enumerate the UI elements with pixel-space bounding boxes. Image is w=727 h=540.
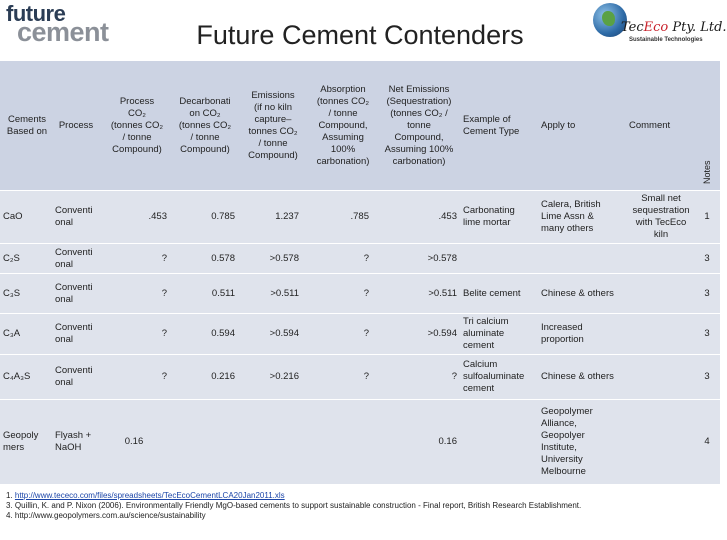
cell-comment-line: Small net	[641, 193, 681, 204]
cell-net-line: >0.594	[427, 328, 457, 339]
cell-note-line: 4	[704, 436, 710, 447]
tececo-logo	[593, 3, 727, 55]
cell-process-line: Conventi	[55, 365, 93, 376]
table-row	[0, 354, 720, 399]
cell-process	[52, 274, 104, 313]
cell-decarb-line: 0.785	[211, 211, 235, 222]
header-emissions-line: Compound)	[248, 149, 298, 161]
header-net-line: (tonnes CO₂ /	[390, 107, 448, 119]
cell-process-line: Conventi	[55, 322, 93, 333]
cell-emis	[238, 274, 302, 313]
cell-process-line: Flyash +	[55, 430, 92, 441]
cell-absorp-line: ?	[363, 371, 369, 382]
logo-line-2: cement	[17, 17, 109, 47]
cell-emis	[238, 355, 302, 399]
cell-example-line: sulfoaluminate	[463, 371, 525, 382]
footnote-link[interactable]: http://www.tececo.com/files/spreadsheets/TecEcoCementLCA20Jan2011.xls	[14, 491, 285, 500]
header-process-co2-line: / tonne	[122, 131, 152, 143]
cell-process	[52, 314, 104, 354]
header-decarb	[172, 61, 238, 190]
table-row	[0, 313, 720, 354]
cell-cement	[0, 314, 52, 354]
cell-absorp	[302, 274, 372, 313]
header-net-line: carbonation)	[392, 155, 446, 167]
header-process-co2-line: CO₂	[128, 107, 146, 119]
cell-emis-line: >0.578	[269, 252, 299, 264]
cell-comment-line: sequestration	[632, 205, 690, 216]
footnote-number: 4.	[6, 511, 15, 520]
header-cements-line: Based on	[6, 125, 48, 137]
cell-comment	[626, 191, 696, 243]
cell-emis-line: >0.216	[269, 371, 299, 382]
footnotes	[6, 491, 581, 521]
header-decarb-line: on CO₂	[189, 107, 221, 119]
page-title: Future Cement Contenders	[196, 20, 524, 50]
header-example-line: Example of	[463, 113, 511, 125]
cell-absorp-line: ?	[363, 252, 369, 264]
cell-apply-line: Chinese & others	[541, 371, 614, 382]
header-comment	[626, 61, 696, 190]
header-net-line: Assuming 100%	[384, 143, 454, 155]
header-net-line: (Sequestration)	[386, 95, 452, 107]
cell-decarb	[170, 314, 238, 354]
header-emissions-line: capture–	[254, 113, 292, 125]
cell-decarb-line: 0.594	[211, 328, 235, 339]
cell-cement	[0, 400, 52, 484]
cell-note	[696, 400, 718, 484]
header-process-line: Process	[58, 119, 94, 131]
table-row	[0, 243, 720, 273]
cell-note	[696, 191, 718, 243]
header-emissions-line: / tonne	[258, 137, 288, 149]
cell-apply-line: Geopolymer	[541, 406, 593, 417]
header-net-line: Net Emissions	[388, 83, 450, 95]
cell-cement	[0, 191, 52, 243]
cell-net-line: >0.578	[427, 252, 457, 264]
cell-emis	[238, 244, 302, 273]
cell-apply-line: Chinese & others	[541, 287, 614, 299]
header-absorption-line: Compound,	[318, 119, 368, 131]
cell-comment-line: kiln	[653, 229, 669, 240]
header-apply-line: Apply to	[541, 119, 576, 131]
tececo-tagline: Sustainable Technologies	[629, 37, 703, 43]
header-example	[460, 61, 536, 190]
footnote-number: 3.	[6, 501, 15, 510]
cell-apply-line: Melbourne	[541, 466, 586, 477]
cell-pco2	[104, 314, 170, 354]
cell-example	[460, 355, 538, 399]
cell-apply-line: Lime Assn &	[541, 211, 594, 222]
header-notes-label: Notes	[702, 160, 712, 184]
cell-net-line: ?	[451, 371, 457, 382]
logo-line-1: future	[6, 1, 66, 26]
cell-cement	[0, 244, 52, 273]
cell-absorp	[302, 244, 372, 273]
header-net	[378, 61, 460, 190]
header-net-line: tonne	[407, 119, 431, 131]
cell-note-line: 3	[704, 328, 710, 339]
cell-example-line: Calcium	[463, 359, 498, 370]
cell-absorp-line: ?	[363, 328, 369, 339]
cell-example-line: Tri calcium	[463, 316, 509, 327]
cell-process-line: onal	[55, 293, 73, 305]
cell-net	[372, 355, 460, 399]
cell-note-line: 3	[704, 252, 710, 264]
cell-apply-line: many others	[541, 223, 594, 234]
cell-pco2-line: ?	[161, 287, 167, 299]
cell-example-line: aluminate	[463, 328, 505, 339]
cell-example-line: Carbonating	[463, 205, 515, 216]
cell-pco2-line: 0.16	[124, 436, 144, 447]
cell-process-line: Conventi	[55, 281, 93, 293]
cell-process-line: onal	[55, 334, 73, 345]
cell-net	[372, 244, 460, 273]
header-cements	[0, 61, 54, 190]
cell-decarb-line: 0.511	[211, 287, 235, 299]
cell-absorp	[302, 355, 372, 399]
cell-process-line: NaOH	[55, 442, 82, 453]
cell-example-line: lime mortar	[463, 217, 511, 228]
cell-example	[460, 314, 538, 354]
cell-example	[460, 274, 538, 313]
header-absorption-line: 100%	[330, 143, 356, 155]
cell-note	[696, 274, 718, 313]
cell-pco2	[104, 400, 164, 484]
cell-process-line: onal	[55, 377, 73, 388]
cell-emis	[238, 314, 302, 354]
footnote-text: Quillin, K. and P. Nixon (2006). Environmentally Friendly MgO-based cements to support sustainable construction - Final report, British Research Establishment.	[14, 501, 582, 510]
cell-note	[696, 244, 718, 273]
header-process-co2	[100, 61, 174, 190]
cell-pco2-line: .453	[148, 211, 167, 222]
cell-note-line: 3	[704, 287, 710, 299]
cell-process	[52, 400, 104, 484]
header-absorption-line: Assuming	[322, 131, 364, 143]
cell-process-line: Conventi	[55, 246, 93, 258]
cell-absorp	[302, 314, 372, 354]
cell-note-line: 3	[704, 371, 710, 382]
cell-apply-line: Increased	[541, 322, 583, 333]
footnote	[6, 511, 581, 521]
cell-pco2-line: ?	[161, 328, 167, 339]
header-net-line: Compound,	[394, 131, 444, 143]
cell-decarb	[170, 244, 238, 273]
cell-note	[696, 314, 718, 354]
table-header-row	[0, 60, 720, 190]
header-emissions-line: (if no kiln	[253, 101, 292, 113]
cell-example-line: cement	[463, 383, 495, 394]
cell-decarb-line: 0.216	[211, 371, 235, 382]
cell-absorp-line: .785	[350, 211, 369, 222]
cell-apply-line: Geopolyer	[541, 430, 585, 441]
cell-example-line: Belite cement	[463, 287, 521, 299]
cell-pco2	[104, 355, 170, 399]
cell-cement-line: Geopoly mers	[3, 430, 39, 453]
cell-process	[52, 191, 104, 243]
header-process-co2-line: Compound)	[112, 143, 162, 155]
header-emissions-line: Emissions	[251, 89, 295, 101]
cell-cement-line: C₂S	[3, 252, 20, 264]
header-absorption-line: Absorption	[320, 83, 366, 95]
header-comment-line: Comment	[629, 119, 671, 131]
cell-net	[372, 400, 460, 484]
tececo-name: TecEco Pty. Ltd.	[621, 20, 727, 35]
header-absorption-line: / tonne	[328, 107, 358, 119]
cell-process-line: onal	[55, 258, 73, 270]
header-notes	[704, 61, 720, 190]
header-emissions	[238, 61, 308, 190]
cell-emis-line: >0.594	[269, 328, 299, 339]
cell-pco2	[104, 244, 170, 273]
cell-cement-line: C₄A₃S	[3, 371, 31, 382]
cell-cement-line: C₃A	[3, 328, 21, 339]
header-cements-line: Cements	[7, 113, 46, 125]
cell-example-line: cement	[463, 340, 495, 351]
cell-apply	[538, 355, 626, 399]
cell-apply	[538, 274, 626, 313]
header-decarb-line: Decarbonati	[179, 95, 231, 107]
footnote-number: 1.	[6, 491, 15, 500]
header-absorption-line: (tonnes CO₂	[316, 95, 370, 107]
cell-example	[460, 191, 538, 243]
cell-pco2	[104, 191, 170, 243]
cell-emis-line: >0.511	[270, 287, 299, 299]
cell-apply-line: proportion	[541, 334, 584, 345]
cell-decarb	[170, 274, 238, 313]
table-row	[0, 190, 720, 243]
cell-net-line: >0.511	[428, 287, 457, 299]
cell-cement	[0, 274, 52, 313]
cell-apply-line: Alliance,	[541, 418, 577, 429]
footnote-text: http://www.geopolymers.com.au/science/sustainability	[14, 511, 206, 520]
header-absorption-line: carbonation)	[316, 155, 370, 167]
cell-cement-line: C₃S	[3, 287, 21, 299]
cell-apply-line: Institute,	[541, 442, 577, 453]
header-decarb-line: / tonne	[190, 131, 220, 143]
cell-apply	[538, 191, 626, 243]
cell-apply	[538, 314, 626, 354]
header-process-co2-line: (tonnes CO₂	[110, 119, 164, 131]
cell-note	[696, 355, 718, 399]
cell-emis-line: 1.237	[275, 211, 299, 222]
cell-decarb	[170, 355, 238, 399]
cell-cement-line: CaO	[3, 211, 23, 222]
cell-net-line: .453	[438, 211, 457, 222]
cell-net	[372, 274, 460, 313]
cell-decarb-line: 0.578	[211, 252, 235, 264]
cell-apply-line: University	[541, 454, 583, 465]
cell-cement	[0, 355, 52, 399]
table-row	[0, 273, 720, 313]
cell-decarb	[170, 191, 238, 243]
header-decarb-line: (tonnes CO₂	[178, 119, 232, 131]
cell-absorp	[302, 191, 372, 243]
cell-process	[52, 244, 104, 273]
header-absorption	[306, 61, 380, 190]
cell-pco2	[104, 274, 170, 313]
cell-apply-line: Calera, British	[541, 199, 601, 210]
table-row	[0, 399, 720, 484]
header-emissions-line: tonnes CO₂	[248, 125, 298, 137]
cell-process-line: Conventi	[55, 205, 93, 216]
header-apply	[538, 61, 624, 190]
header-example-line: Cement Type	[463, 125, 520, 137]
header-process-co2-line: Process	[119, 95, 155, 107]
header-process	[52, 61, 100, 190]
cell-emis	[238, 191, 302, 243]
cell-absorp-line: ?	[363, 287, 369, 299]
cell-apply	[538, 400, 626, 484]
footnote	[6, 501, 581, 511]
cell-process	[52, 355, 104, 399]
cell-net	[372, 314, 460, 354]
header-decarb-line: Compound)	[180, 143, 230, 155]
cell-net	[372, 191, 460, 243]
cell-net-line: 0.16	[438, 436, 457, 447]
footnote[interactable]	[6, 491, 581, 501]
cell-note-line: 1	[704, 211, 710, 222]
cell-pco2-line: ?	[161, 252, 167, 264]
cell-comment-line: with TecEco	[635, 217, 687, 228]
cell-pco2-line: ?	[161, 371, 167, 382]
cell-process-line: onal	[55, 217, 73, 228]
